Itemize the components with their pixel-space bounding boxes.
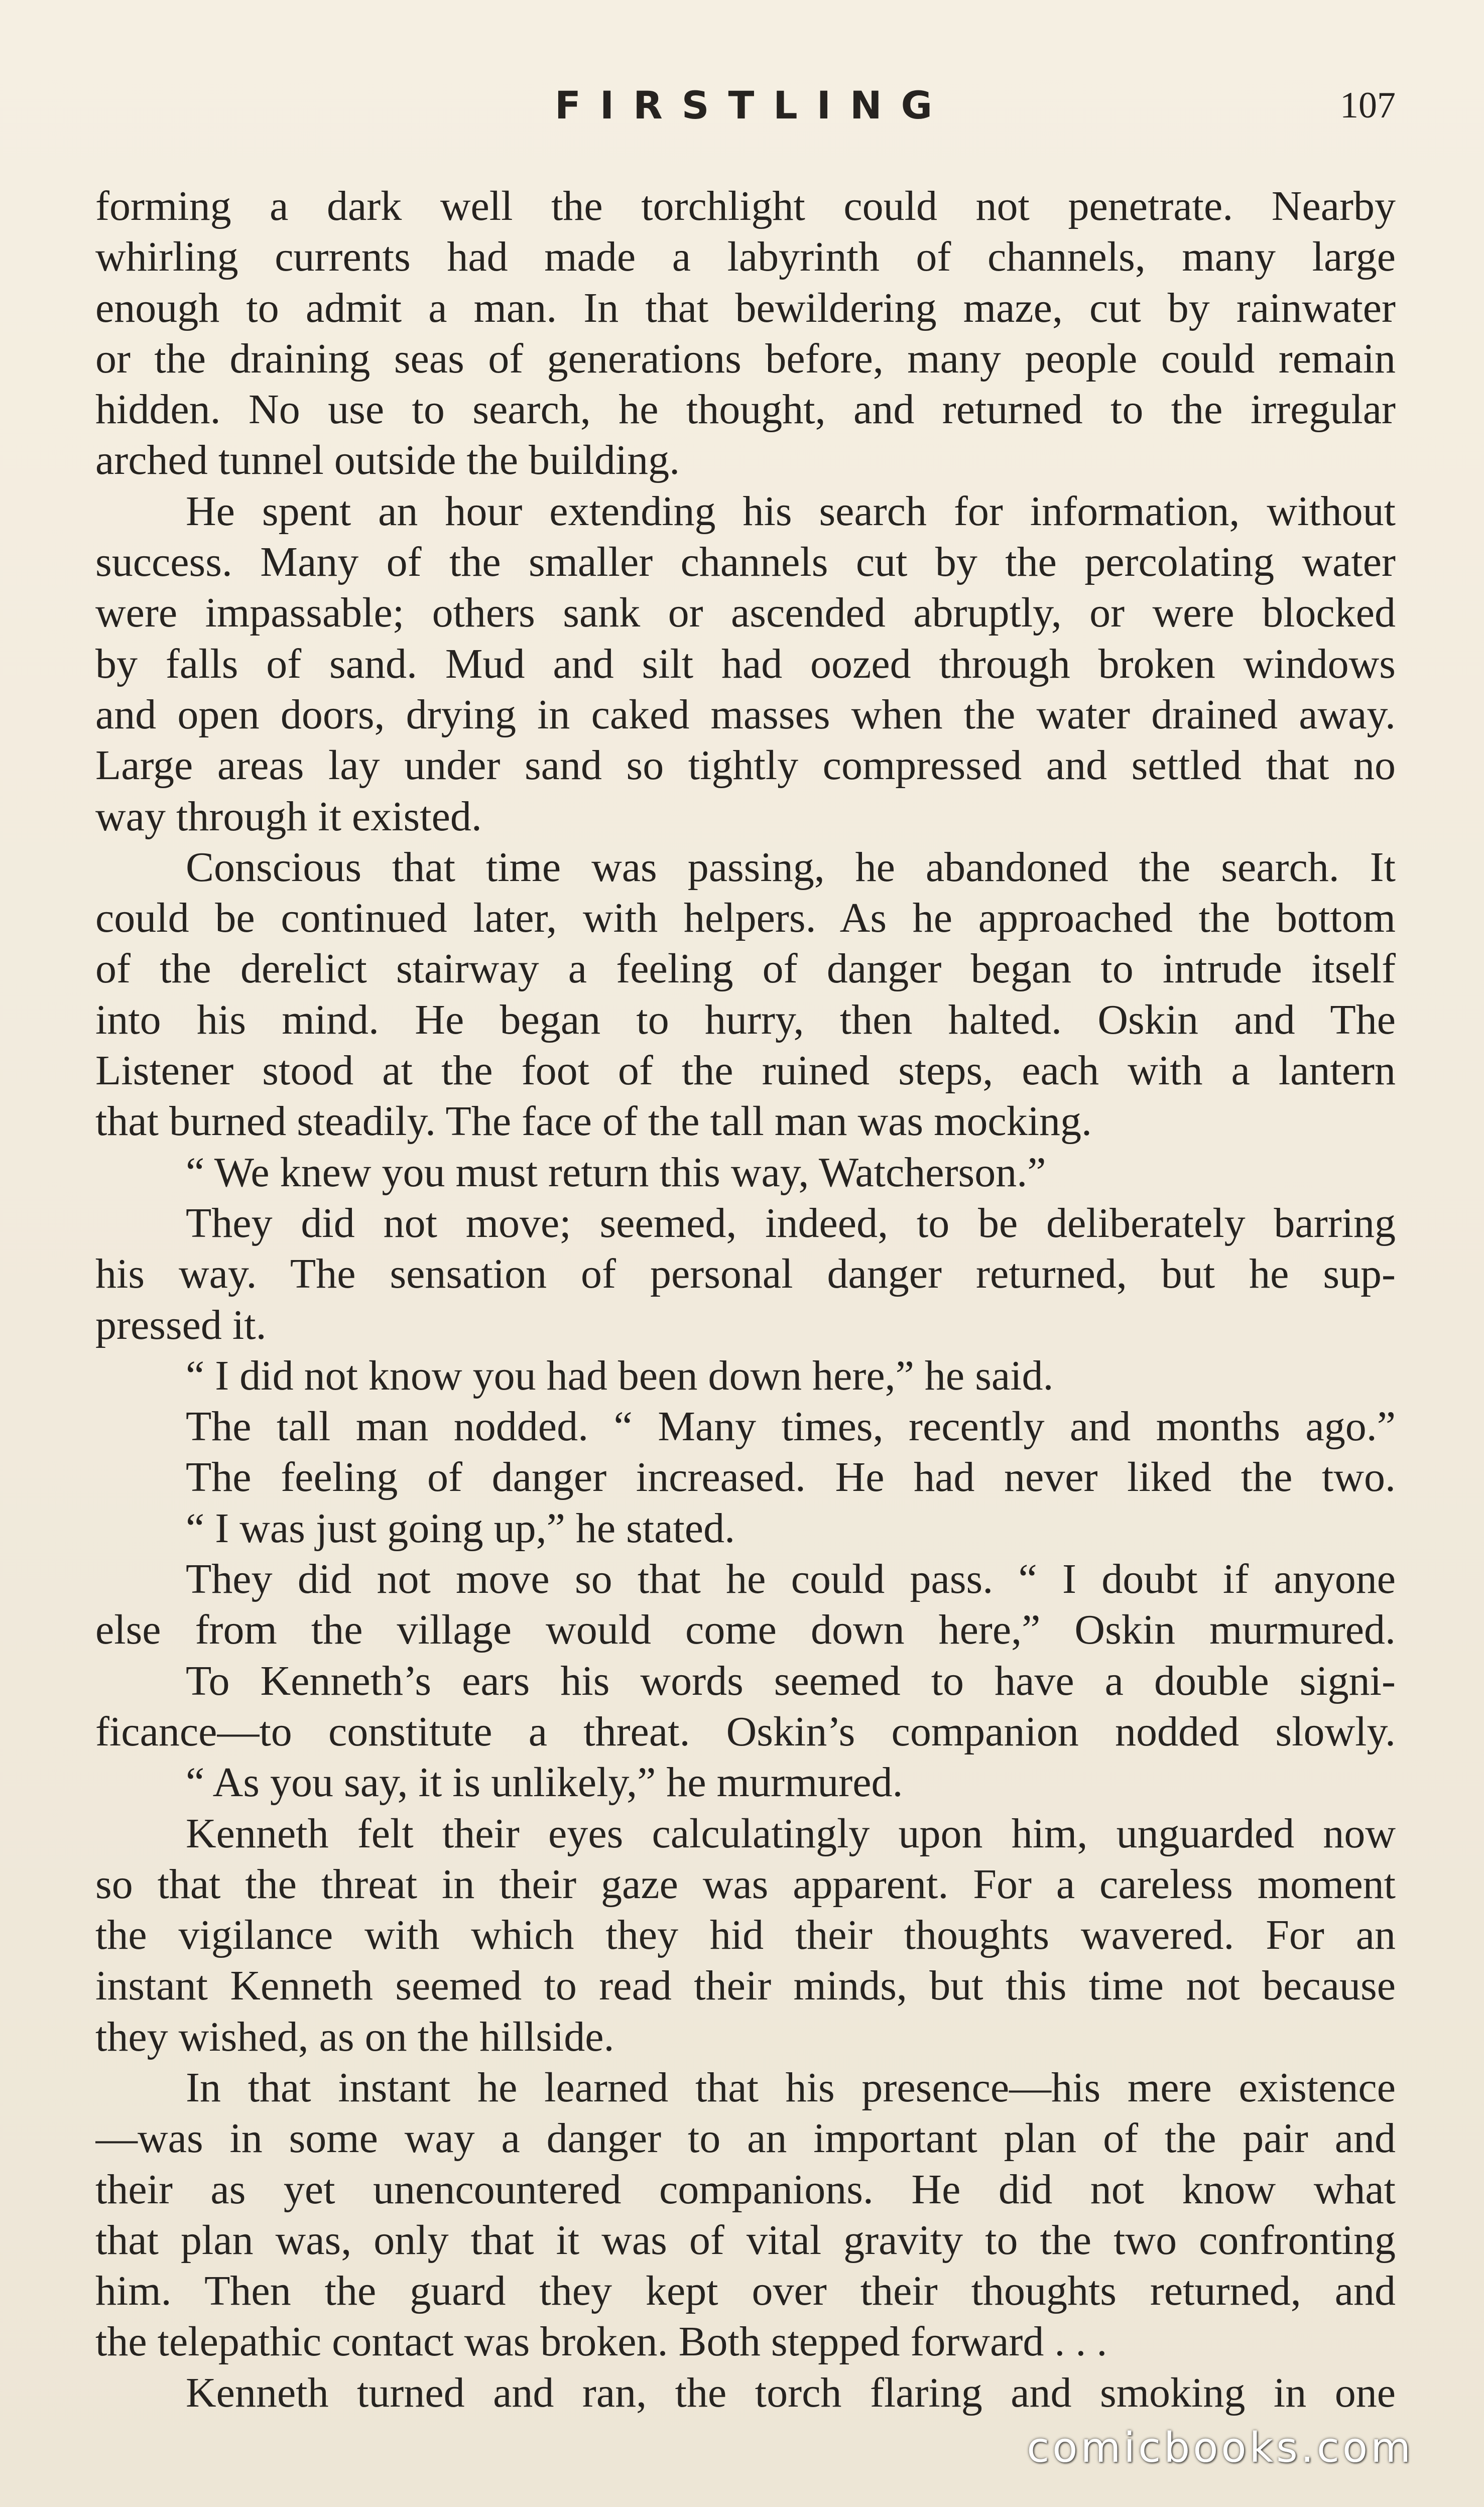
running-head <box>100 75 1406 136</box>
running-title: FIRSTLING <box>555 83 951 128</box>
body-text <box>95 181 1396 2418</box>
text-line: success. Many of the smaller channels cut by the percolating water <box>95 539 1396 586</box>
text-line: that plan was, only that it was of vital gravity to the two confronting <box>95 2216 1396 2264</box>
text-line: Kenneth turned and ran, the torch flaring and smoking in one <box>186 2369 1396 2416</box>
text-line: “ We knew you must return this way, Watcherson.” <box>186 1149 1046 1196</box>
page-number: 107 <box>1340 85 1396 126</box>
text-line: Kenneth felt their eyes calculatingly upon him, unguarded now <box>186 1810 1396 1857</box>
text-line: They did not move; seemed, indeed, to be deliberately barring <box>186 1199 1396 1246</box>
text-line: that burned steadily. The face of the tall man was mocking. <box>95 1098 1092 1145</box>
text-line: The tall man nodded. “ Many times, recently and months ago.” <box>186 1403 1396 1450</box>
text-line: or the draining seas of generations before, many people could remain <box>95 335 1396 382</box>
text-line: of the derelict stairway a feeling of danger began to intrude itself <box>95 945 1396 992</box>
text-line: and open doors, drying in caked masses when the water drained away. <box>95 691 1396 738</box>
text-line: were impassable; others sank or ascended abruptly, or were blocked <box>95 589 1396 637</box>
text-line: way through it existed. <box>95 793 482 840</box>
text-line: arched tunnel outside the building. <box>95 437 680 484</box>
text-line: the telepathic contact was broken. Both stepped forward . . . <box>95 2318 1107 2365</box>
text-line: pressed it. <box>95 1301 267 1348</box>
text-line: into his mind. He began to hurry, then halted. Oskin and The <box>95 996 1396 1043</box>
text-line: Large areas lay under sand so tightly compressed and settled that no <box>95 742 1396 789</box>
text-line: him. Then the guard they kept over their thoughts returned, and <box>95 2268 1396 2315</box>
text-line: else from the village would come down here,” Oskin murmured. <box>95 1606 1396 1654</box>
text-line: by falls of sand. Mud and silt had oozed through broken windows <box>95 640 1396 687</box>
watermark: comicbooks.com <box>1027 2424 1414 2472</box>
text-line: Conscious that time was passing, he abandoned the search. It <box>186 843 1396 891</box>
text-line: the vigilance with which they hid their thoughts wavered. For an <box>95 1912 1396 1959</box>
text-line: —was in some way a danger to an important plan of the pair and <box>95 2115 1396 2162</box>
text-line: “ I was just going up,” he stated. <box>186 1505 735 1552</box>
text-line: The feeling of danger increased. He had never liked the two. <box>186 1454 1396 1501</box>
text-line: they wished, as on the hillside. <box>95 2013 614 2060</box>
text-line: “ As you say, it is unlikely,” he murmured. <box>186 1759 903 1806</box>
text-line: their as yet unencountered companions. He did not know what <box>95 2166 1396 2213</box>
text-line: his way. The sensation of personal danger returned, but he sup- <box>95 1250 1396 1298</box>
text-line: “ I did not know you had been down here,” he said. <box>186 1352 1054 1399</box>
text-line: He spent an hour extending his search for information, without <box>186 487 1396 535</box>
text-line: whirling currents had made a labyrinth of channels, many large <box>95 233 1396 281</box>
text-line: so that the threat in their gaze was apparent. For a careless moment <box>95 1860 1396 1908</box>
text-line: In that instant he learned that his presence—his mere existence <box>186 2064 1396 2111</box>
text-line: enough to admit a man. In that bewildering maze, cut by rainwater <box>95 284 1396 331</box>
text-line: They did not move so that he could pass. “ I doubt if anyone <box>186 1556 1396 1603</box>
text-line: forming a dark well the torchlight could not penetrate. Nearby <box>95 183 1396 229</box>
text-line: hidden. No use to search, he thought, and returned to the irregular <box>95 386 1396 433</box>
text-line: To Kenneth’s ears his words seemed to have a double signi- <box>186 1657 1396 1704</box>
text-line: ficance—to constitute a threat. Oskin’s companion nodded slowly. <box>95 1708 1396 1755</box>
text-line: instant Kenneth seemed to read their minds, but this time not because <box>95 1962 1396 2010</box>
text-line: could be continued later, with helpers. As he approached the bottom <box>95 895 1396 942</box>
text-line: Listener stood at the foot of the ruined steps, each with a lantern <box>95 1047 1396 1094</box>
